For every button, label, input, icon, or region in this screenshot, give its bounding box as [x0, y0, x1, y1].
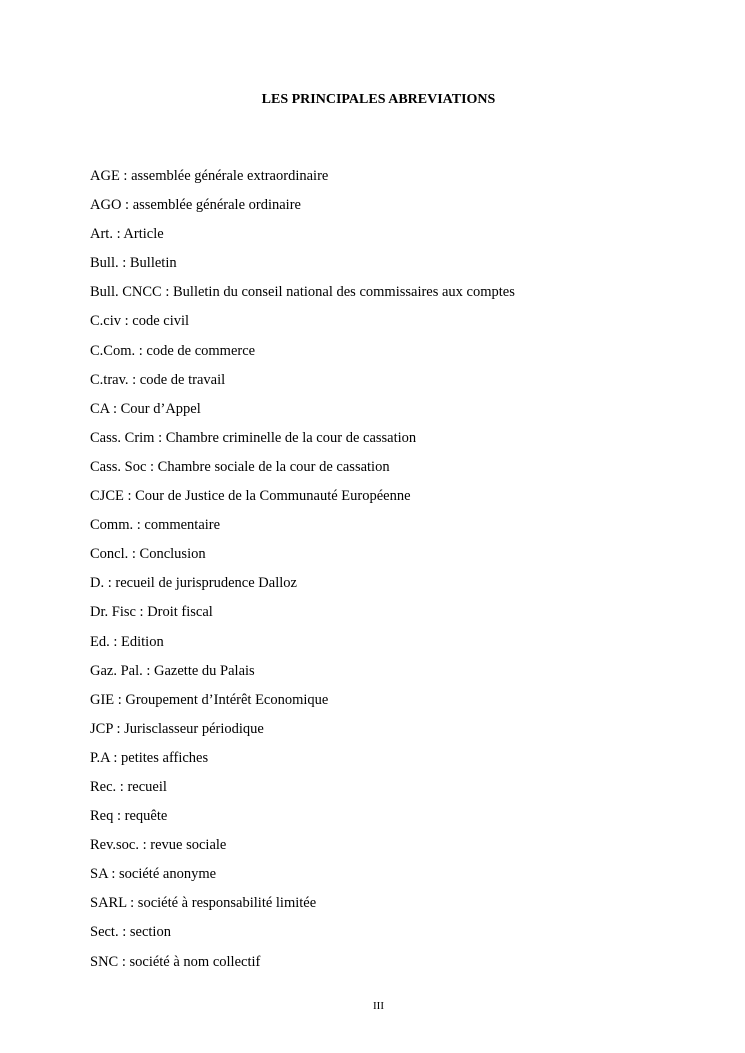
- list-item: CJCE : Cour de Justice de la Communauté Européenne: [90, 488, 411, 505]
- list-item: Bull. : Bulletin: [90, 255, 177, 272]
- list-item: Comm. : commentaire: [90, 517, 221, 534]
- list-item: P.A : petites affiches: [90, 749, 209, 766]
- list-item: Sect. : section: [90, 924, 171, 941]
- abbreviation-list: [90, 166, 710, 981]
- list-item: Ed. : Edition: [90, 633, 164, 650]
- list-item: C.trav. : code de travail: [90, 371, 226, 388]
- list-item: Req : requête: [90, 808, 168, 825]
- list-item: Cass. Soc : Chambre sociale de la cour de cassation: [90, 458, 390, 475]
- list-item: Gaz. Pal. : Gazette du Palais: [90, 662, 255, 679]
- list-item: Dr. Fisc : Droit fiscal: [90, 604, 213, 621]
- list-item: AGE : assemblée générale extraordinaire: [90, 168, 329, 184]
- list-item: Concl. : Conclusion: [90, 546, 206, 563]
- list-item: Art. : Article: [90, 226, 164, 243]
- list-item: C.civ : code civil: [90, 313, 190, 330]
- page-number: III: [373, 1000, 384, 1012]
- list-item: Rec. : recueil: [90, 778, 167, 795]
- page-title: LES PRINCIPALES ABREVIATIONS: [261, 92, 496, 107]
- list-item: AGO : assemblée générale ordinaire: [90, 197, 301, 214]
- list-item: SARL : société à responsabilité limitée: [90, 895, 317, 912]
- list-item: CA : Cour d’Appel: [90, 400, 201, 417]
- list-item: Rev.soc. : revue sociale: [90, 837, 227, 854]
- list-item: C.Com. : code de commerce: [90, 342, 256, 359]
- list-item: GIE : Groupement d’Intérêt Economique: [90, 691, 329, 708]
- list-item: Cass. Crim : Chambre criminelle de la cour de cassation: [90, 429, 417, 446]
- list-item: JCP : Jurisclasseur périodique: [90, 720, 264, 737]
- list-item: SNC : société à nom collectif: [90, 953, 261, 970]
- list-item: Bull. CNCC : Bulletin du conseil national des commissaires aux comptes: [90, 284, 515, 301]
- list-item: D. : recueil de jurisprudence Dalloz: [90, 575, 297, 592]
- list-item: SA : société anonyme: [90, 866, 217, 883]
